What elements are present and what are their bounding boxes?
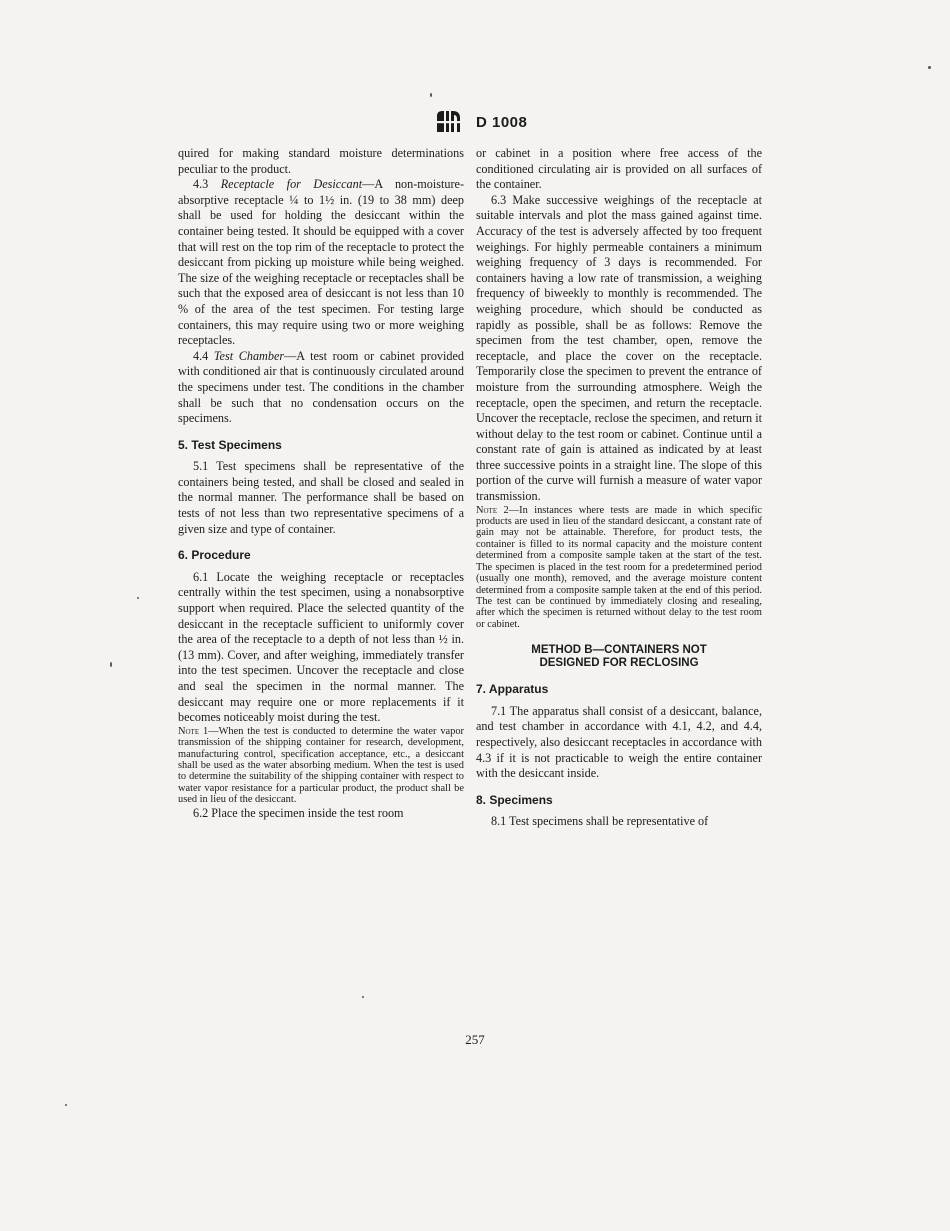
paragraph-continuation: or cabinet in a position where free access of the conditioned circulating air is provided on all surfaces of the container. [476, 146, 762, 192]
section-6-3: 6.3 Make successive weighings of the receptacle at suitable intervals and plot the mass gained against time. Accuracy of the test is adversely affected by too frequent weighings. For highly permeable containers a minimum weighing frequency of 3 days is recommended. For containers having a low rate of transmission, a weighing frequency of biweekly to monthly is recommended. The weighing procedure, which should be conducted as rapidly as possible, shall be as follows: Remove the specimen from the test chamber, open, remove the receptacle, and place the cover on the receptacle. Temporarily close the specimen to prevent the entrance of moisture from the surrounding atmosphere. Weigh the receptacle, open the specimen, and return the receptacle. Uncover the receptacle, reclose the specimen, and return it without delay to the test room or cabinet. Continue until a constant rate of gain is attained as indicated by at least three successive points in a straight line. The slope of this portion of the curve will furnish a measure of water vapor transmission. [476, 192, 762, 504]
heading-test-specimens: 5. Test Specimens [178, 437, 282, 452]
section-6-1: 6.1 Locate the weighing receptacle or receptacles centrally within the test specimen, using a nonabsorptive support when required. Place the selected quantity of the desiccant in the receptacle sufficient to uniformly cover the area of the receptacle to a depth of not less than ½ in. (13 mm). Cover, and after weighing, immediately transfer into the test specimen. Uncover the receptacle and close and seal the specimen in the normal manner. The desiccant may require one or more replacements if it becomes noticeably moist during the test. [178, 569, 464, 725]
right-column [476, 146, 762, 830]
page-number: 257 [465, 1032, 485, 1047]
astm-logo-icon [433, 108, 465, 136]
scan-speck [65, 1104, 67, 1106]
section-body: —A non-moisture-absorptive receptacle ¼ to 1½ in. (19 to 38 mm) deep shall be used for holding the desiccant within the container being tested. It should be equipped with a cover that will rest on the top rim of the receptacle to protect the desiccant from picking up moisture while being weighed. The size of the weighing receptacle or receptacles shall be such that the exposed area of desiccant is not less than 10 % of the area of the test specimen. For testing large containers, this may require using two or more weighing receptacles. [178, 177, 465, 348]
scan-speck [137, 597, 139, 599]
section-body: —A test room or cabinet provided with conditioned air that is continuously circulated around the specimens under test. The conditions in the chamber shall be such that no condensation occurs on the specimens. [178, 348, 464, 426]
section-title: Test Chamber [213, 348, 285, 363]
note-label: Note 2 [476, 504, 509, 516]
standard-designation: D 1008 [476, 114, 528, 131]
heading-apparatus: 7. Apparatus [476, 682, 549, 697]
left-column [178, 146, 464, 821]
section-6-2: 6.2 Place the specimen inside the test room [193, 805, 404, 820]
section-title: Receptacle for Desiccant [220, 177, 363, 192]
scan-speck [928, 66, 931, 69]
section-4-3 [178, 177, 464, 349]
note-1 [178, 726, 464, 806]
section-7-1: 7.1 The apparatus shall consist of a desiccant, balance, and test chamber in accordance with 4.1, 4.2, and 4.4, respectively, also desiccant receptacles in accordance with 4.3 if it is not practicable to weigh the entire container with the desiccant inside. [476, 703, 762, 781]
method-heading-line-2: DESIGNED FOR RECLOSING [539, 657, 699, 670]
section-4-4 [178, 349, 464, 427]
note-body: —In instances where tests are made in which specific products are used in lieu of the standard desiccant, a constant rate of gain may not be attainable. Therefore, for product tests, the container is filled to its normal capacity and the moisture content determined from a composite sample taken at the start of the test. The specimen is placed in the test room for a predetermined period (usually one month), removed, and the average moisture content determined from a composite sample taken at the end of this period. The test can be continued by immediately closing and resealing, after which the specimen is returned without delay to the test room or cabinet. [476, 504, 763, 630]
scan-speck [110, 662, 112, 667]
page-header [0, 108, 950, 138]
note-2 [476, 505, 762, 630]
method-heading-line-1: METHOD B—CONTAINERS NOT [531, 644, 707, 657]
section-number: 4.4 [193, 348, 209, 363]
heading-specimens: 8. Specimens [476, 792, 553, 807]
scan-speck [430, 93, 432, 97]
heading-procedure: 6. Procedure [178, 548, 251, 563]
section-5-1: 5.1 Test specimens shall be representative of the containers being tested, and shall be closed and sealed in the normal manner. The performance shall be based on tests of not less than two representative specimens of a given size and type of container. [178, 459, 464, 536]
method-b-heading [476, 644, 762, 670]
note-body: —When the test is conducted to determine the water vapor transmission of the shipping container for research, development, manufacturing control, specification acceptance, etc., a desiccant shall be used as the water absorbing medium. When the test is used to determine the suitability of the shipping container with respect to water vapor resistance for a particular product, the product shall be used in lieu of the desiccant. [178, 725, 465, 806]
section-8-1: 8.1 Test specimens shall be representative of [491, 814, 709, 829]
scan-speck [362, 996, 364, 998]
note-label: Note 1 [178, 725, 209, 737]
section-number: 4.3 [193, 177, 209, 192]
paragraph-continuation: quired for making standard moisture determinations peculiar to the product. [178, 146, 464, 176]
